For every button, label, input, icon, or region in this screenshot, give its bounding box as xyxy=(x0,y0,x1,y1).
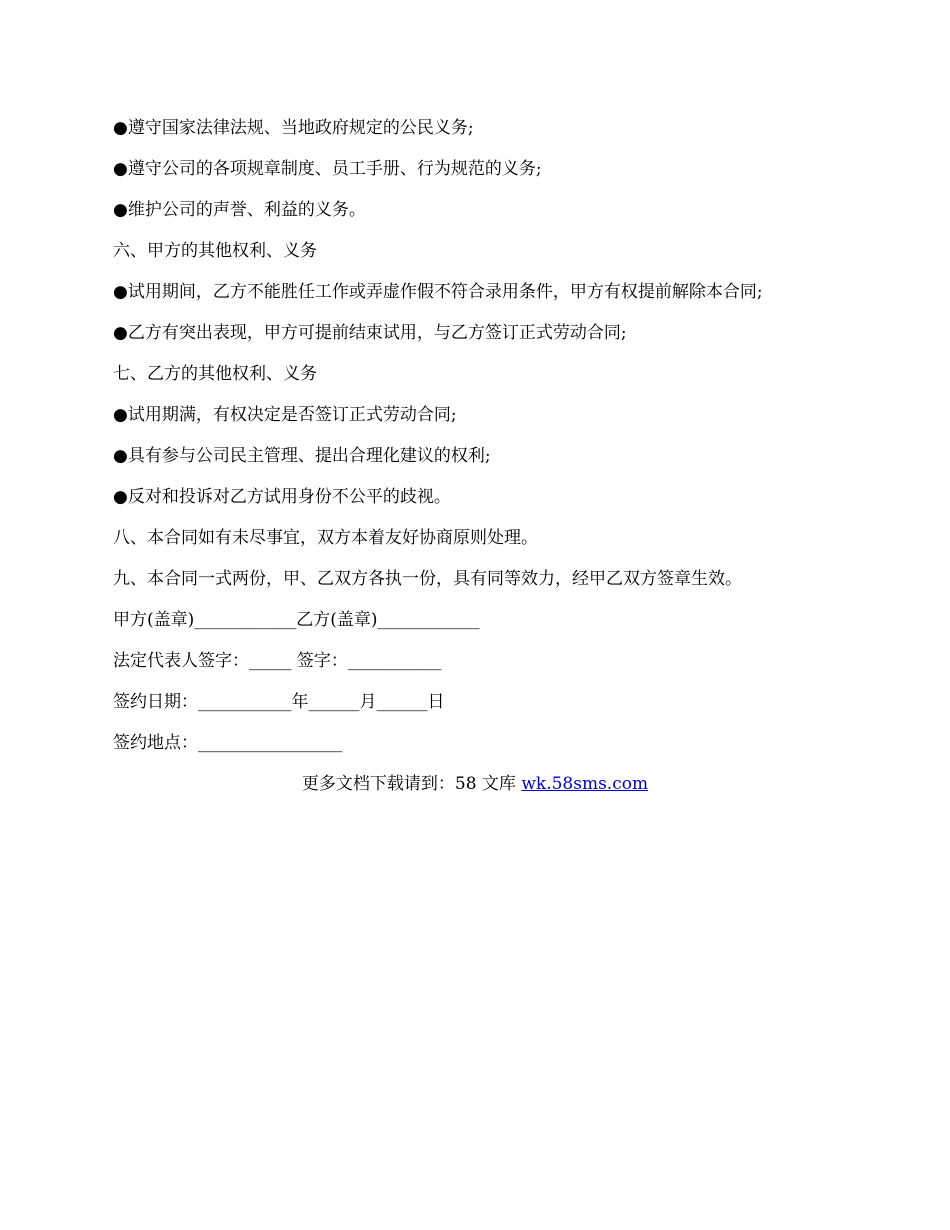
signature-line: 法定代表人签字：_____ 签字：___________ xyxy=(113,651,442,671)
sign-place-line: 签约地点：_________________ xyxy=(113,733,343,753)
section-eight: 八、本合同如有未尽事宜，双方本着友好协商原则处理。 xyxy=(113,528,538,548)
download-footer xyxy=(113,764,837,805)
party-b-right-complain: ●反对和投诉对乙方试用身份不公平的歧视。 xyxy=(113,487,451,507)
sign-date-line: 签约日期：___________年______月______日 xyxy=(113,692,445,712)
party-b-right-participate: ●具有参与公司民主管理、提出合理化建议的权利; xyxy=(113,446,491,466)
obligation-reputation: ●维护公司的声誉、利益的义务。 xyxy=(113,200,366,220)
party-a-right-early-end: ●乙方有突出表现，甲方可提前结束试用，与乙方签订正式劳动合同; xyxy=(113,323,627,343)
contract-body xyxy=(113,108,853,805)
footer-link[interactable]: wk.58sms.com xyxy=(521,774,649,794)
obligation-rules: ●遵守公司的各项规章制度、员工手册、行为规范的义务; xyxy=(113,159,542,179)
section-six-heading: 六、甲方的其他权利、义务 xyxy=(113,241,317,261)
footer-text: 更多文档下载请到：58 文库 xyxy=(301,774,522,794)
section-nine: 九、本合同一式两份，甲、乙双方各执一份，具有同等效力，经甲乙双方签章生效。 xyxy=(113,569,742,589)
section-seven-heading: 七、乙方的其他权利、义务 xyxy=(113,364,317,384)
obligation-law: ●遵守国家法律法规、当地政府规定的公民义务; xyxy=(113,118,474,138)
party-b-right-decide: ●试用期满，有权决定是否签订正式劳动合同; xyxy=(113,405,457,425)
party-a-right-terminate: ●试用期间，乙方不能胜任工作或弄虚作假不符合录用条件，甲方有权提前解除本合同; xyxy=(113,282,763,302)
seal-line: 甲方(盖章)____________乙方(盖章)____________ xyxy=(113,610,480,630)
